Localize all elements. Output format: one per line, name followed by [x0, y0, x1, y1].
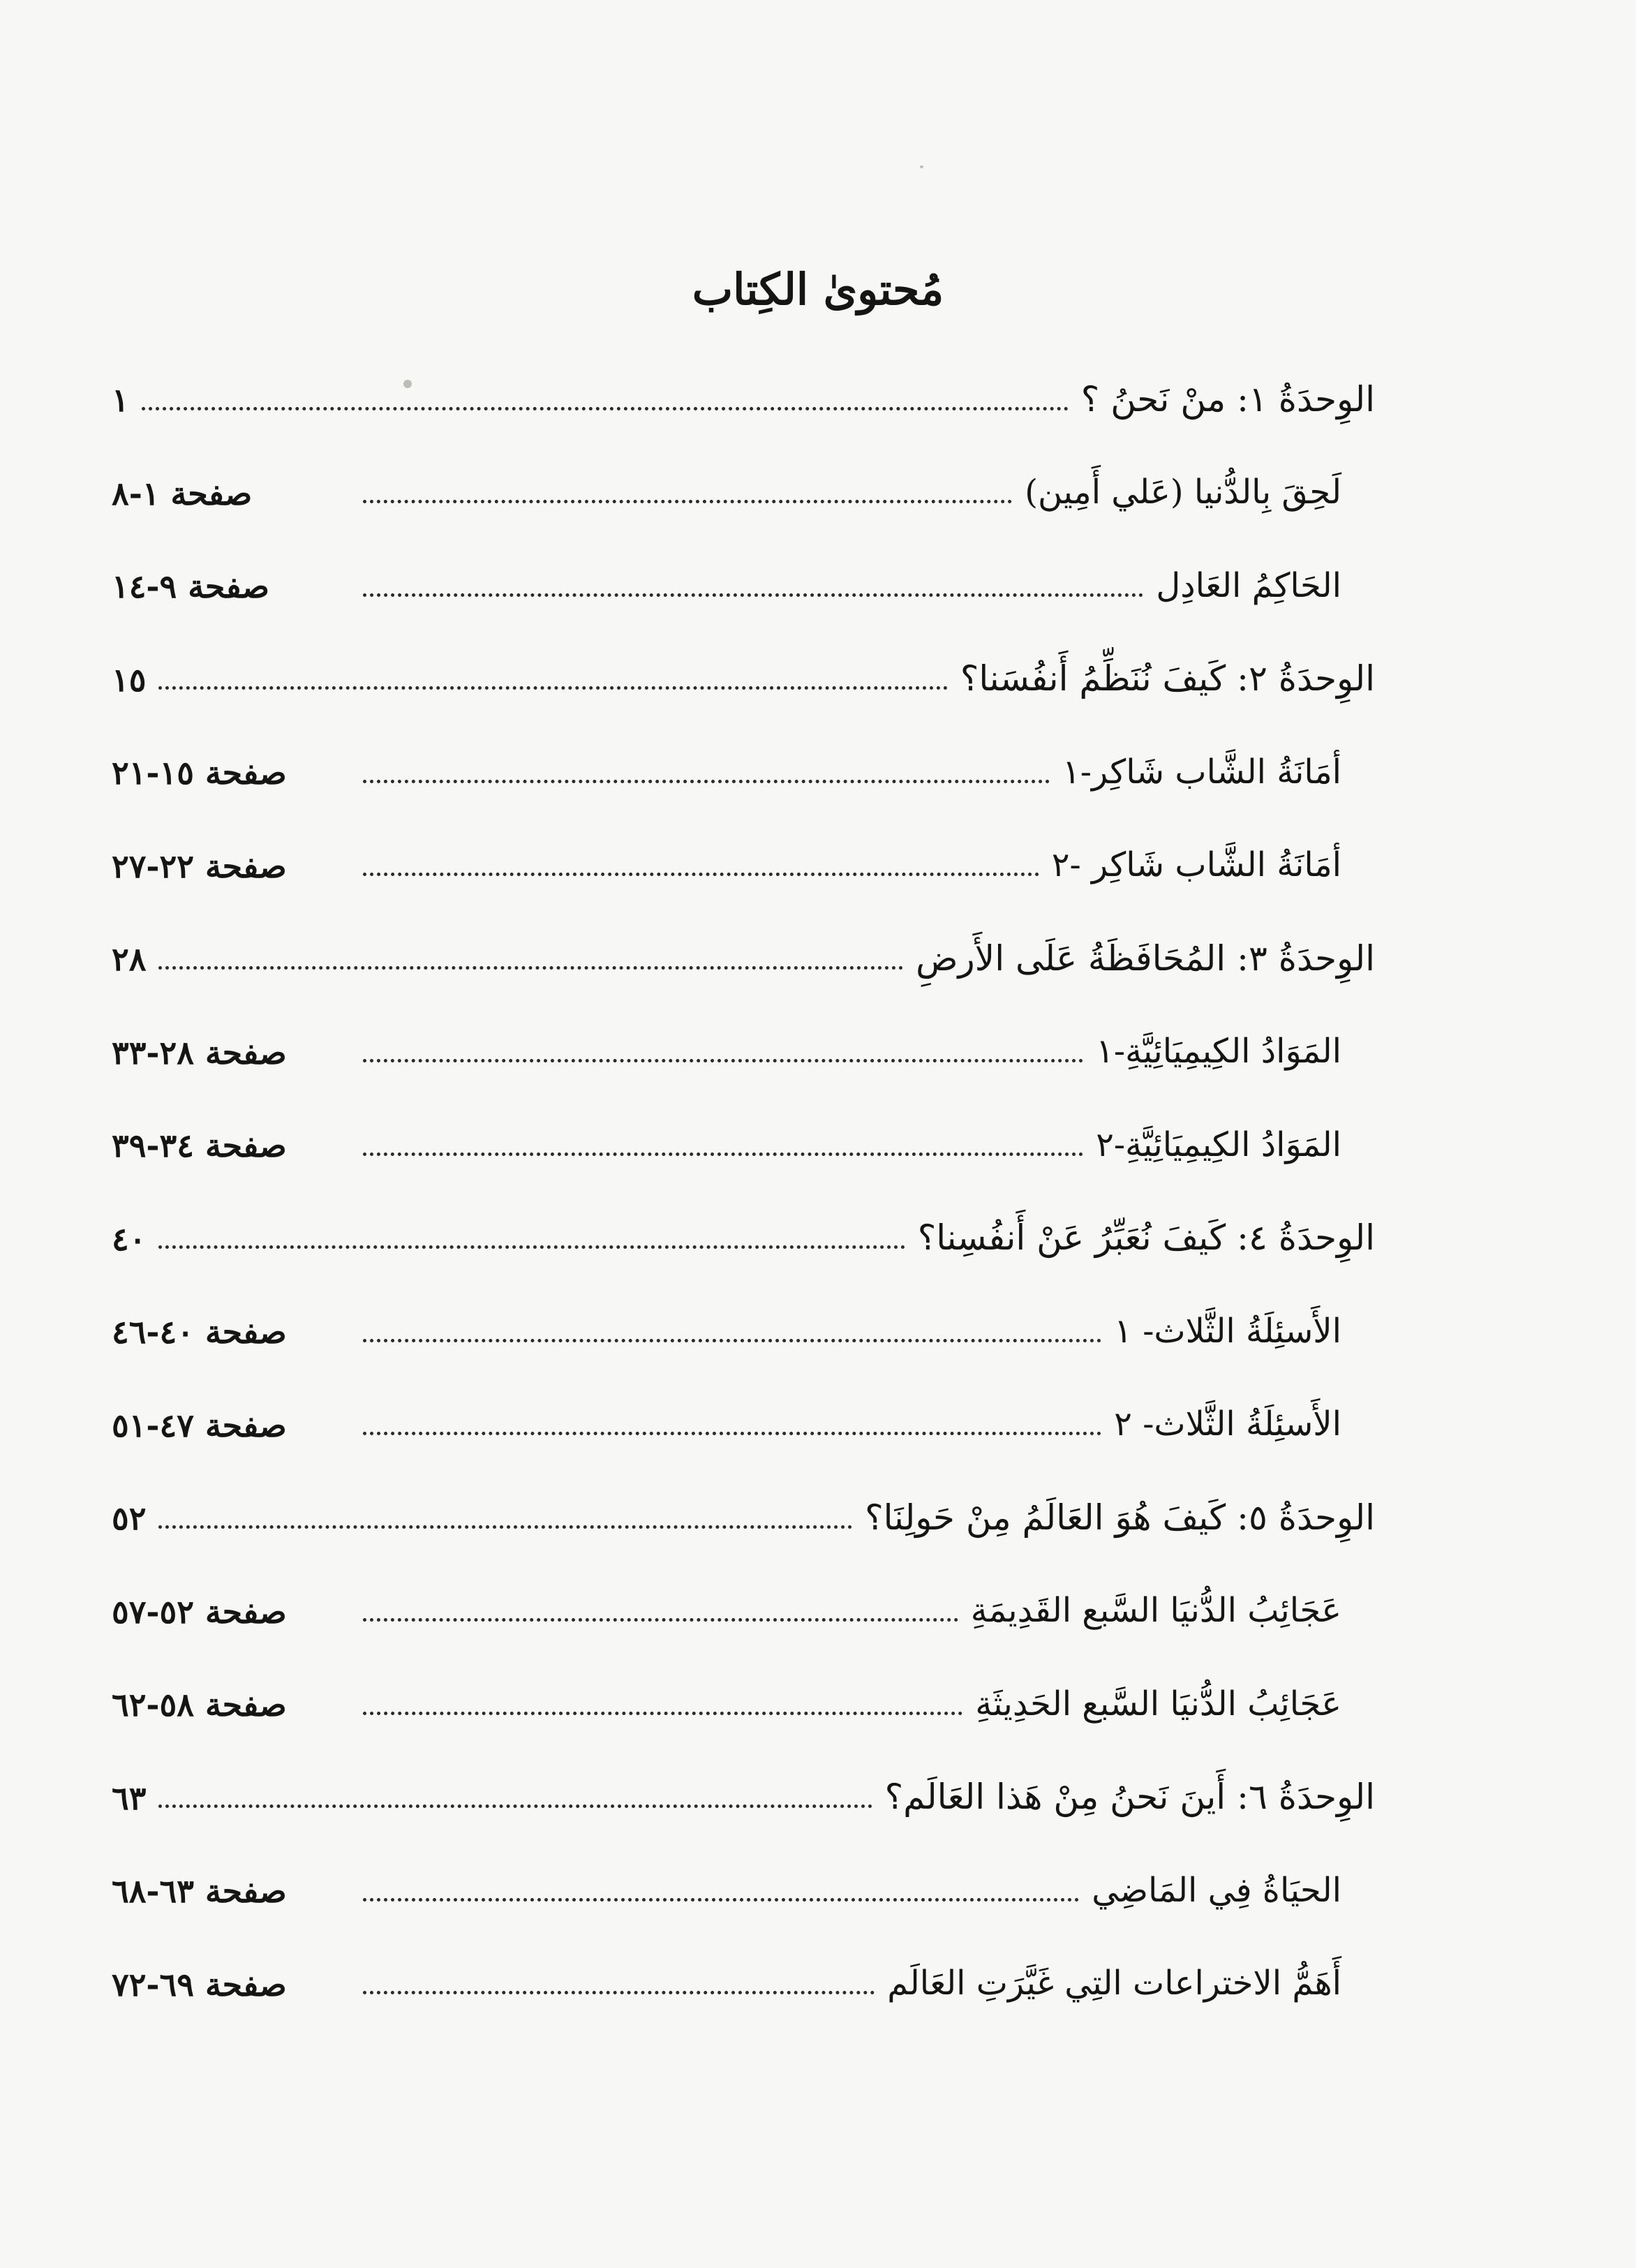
- toc-lesson-row: [112, 1645, 1375, 1739]
- page-range: صفحة ٩-١٤: [112, 568, 269, 606]
- table-of-contents: [112, 341, 1375, 2018]
- page-range: صفحة ٢٢-٢٧: [112, 847, 287, 885]
- page-range: صفحة ٦٩-٧٢: [112, 1965, 287, 2003]
- lesson-title: أَهَمُّ الاختراعات التِي غَيَّرَتِ العَالَم: [887, 1964, 1341, 2003]
- lesson-title: الحيَاةُ فِي المَاضِي: [1092, 1870, 1341, 1910]
- page-range: صفحة ٣٤-٣٩: [112, 1127, 287, 1165]
- page-range: صفحة ١٥-٢١: [112, 754, 287, 792]
- lesson-title: الحَاكِمُ العَادِل: [1156, 565, 1341, 605]
- unit-title: الوِحدَةُ ٤: كَيفَ نُعَبِّرُ عَنْ أَنفُسِنا؟: [917, 1217, 1375, 1258]
- dot-leader: [363, 1339, 1101, 1342]
- unit-title: الوِحدَةُ ٥: كَيفَ هُوَ العَالَمُ مِنْ حَولِنَا؟: [865, 1497, 1375, 1538]
- toc-lesson-row: [112, 1086, 1375, 1180]
- unit-title: الوِحدَةُ ٣: المُحَافَظَةُ عَلَى الأَرضِ: [916, 937, 1375, 979]
- toc-lesson-row: [112, 527, 1375, 621]
- lesson-title: المَوَادُ الكِيمِيَائِيَّةِ-١: [1096, 1032, 1341, 1072]
- paper-speck: [403, 380, 412, 388]
- unit-title: الوِحدَةُ ١: منْ نَحنُ ؟: [1080, 378, 1375, 420]
- toc-lesson-row: [112, 434, 1375, 528]
- dot-leader: [363, 1432, 1101, 1435]
- page-range: ٦٣: [112, 1779, 147, 1817]
- dot-leader: [363, 1059, 1083, 1062]
- dot-leader: [363, 500, 1012, 503]
- lesson-title: عَجَائِبُ الدُّنيَا السَّبع الحَدِيثَةِ: [975, 1684, 1341, 1724]
- toc-lesson-row: [112, 1552, 1375, 1646]
- dot-leader: [142, 407, 1069, 410]
- lesson-title: المَوَادُ الكِيمِيَائِيَّةِ-٢: [1096, 1125, 1341, 1164]
- page-range: صفحة ٢٨-٣٣: [112, 1033, 287, 1072]
- toc-unit-row: [112, 1180, 1375, 1273]
- toc-lesson-row: [112, 807, 1375, 900]
- page-range: ٤٠: [112, 1220, 147, 1258]
- dot-leader: [363, 873, 1039, 876]
- unit-title: الوِحدَةُ ٢: كَيفَ نُنَظِّمُ أَنفُسَنا؟: [960, 658, 1375, 699]
- page-range: صفحة ٦٣-٦٨: [112, 1872, 287, 1911]
- lesson-title: عَجَائِبُ الدُّنيَا السَّبع القَدِيمَةِ: [970, 1591, 1341, 1631]
- paper-speck: [920, 165, 923, 168]
- toc-unit-row: [112, 621, 1375, 714]
- lesson-title: الأَسئِلَةُ الثَّلاث- ٢: [1114, 1404, 1341, 1444]
- toc-lesson-row: [112, 993, 1375, 1087]
- dot-leader: [363, 1991, 875, 1994]
- toc-lesson-row: [112, 1832, 1375, 1925]
- page-range: صفحة ٥٢-٥٧: [112, 1592, 287, 1631]
- lesson-title: لَحِقَ بِالدُّنيا (عَلي أَمِين): [1025, 473, 1341, 512]
- lesson-title: أمَانَةُ الشَّاب شَاكِر-١: [1062, 752, 1341, 792]
- page-range: صفحة ٤٧-٥١: [112, 1406, 287, 1444]
- toc-lesson-row: [112, 1366, 1375, 1460]
- dot-leader: [158, 1804, 872, 1808]
- unit-title: الوِحدَةُ ٦: أَينَ نَحنُ مِنْ هَذا العَالَم؟: [884, 1777, 1375, 1817]
- dot-leader: [363, 593, 1143, 597]
- toc-unit-row: [112, 1739, 1375, 1832]
- lesson-title: أمَانَةُ الشَّاب شَاكِر -٢: [1051, 845, 1341, 885]
- page-range: صفحة ١-٨: [112, 474, 253, 512]
- dot-leader: [363, 1898, 1079, 1902]
- toc-lesson-row: [112, 713, 1375, 807]
- toc-lesson-row: [112, 1273, 1375, 1366]
- page-title: مُحتوىٰ الكِتاب: [692, 264, 944, 315]
- page-range: ٥٢: [112, 1499, 147, 1538]
- page-range: ١: [112, 381, 129, 420]
- toc-lesson-row: [112, 1925, 1375, 2019]
- page-range: صفحة ٤٠-٤٦: [112, 1313, 287, 1351]
- dot-leader: [363, 1618, 958, 1622]
- dot-leader: [158, 1525, 852, 1529]
- page-range: ٢٨: [112, 940, 147, 979]
- dot-leader: [363, 1712, 962, 1715]
- toc-unit-row: [112, 1459, 1375, 1552]
- dot-leader: [363, 780, 1050, 783]
- page-range: صفحة ٥٨-٦٢: [112, 1686, 287, 1724]
- page-range: ١٥: [112, 660, 147, 699]
- lesson-title: الأَسئِلَةُ الثَّلاث- ١: [1114, 1311, 1341, 1351]
- toc-unit-row: [112, 900, 1375, 993]
- dot-leader: [158, 1245, 905, 1249]
- toc-unit-row: [112, 341, 1375, 434]
- dot-leader: [158, 686, 947, 690]
- dot-leader: [363, 1152, 1083, 1156]
- dot-leader: [158, 966, 903, 970]
